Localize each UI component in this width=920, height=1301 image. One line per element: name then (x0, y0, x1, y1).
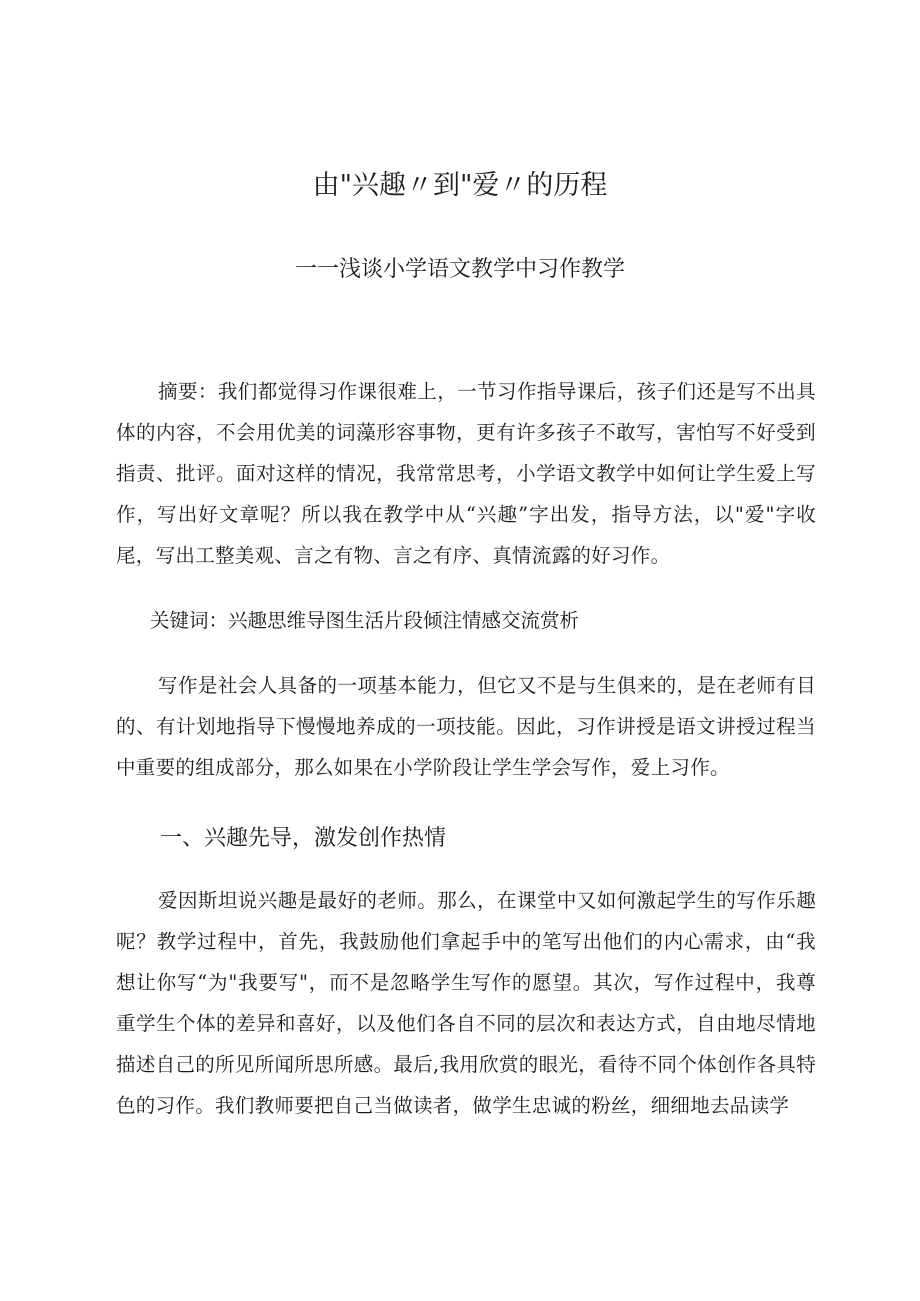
document-subtitle: 一一浅谈小学语文教学中习作教学 (294, 257, 625, 282)
section-paragraph: 爱因斯坦说兴趣是最好的老师。那么，在课堂中又如何激起学生的写作乐趣呢？教学过程中，首先，我鼓励他们拿起手中的笔写出他们的内心需求，由“我想让你写“为"我要写"，而不是忽略学生写作的愿望。其次，写作过程中，我尊重学生个体的差异和喜好，以及他们各自不同的层次和表达方式，自由地尽情地描述自己的所见所闻所思所感。最后,我用欣赏的眼光，看待不同个体创作各具特色的习作。我们教师要把自己当做读者，做学生忠诚的粉丝，细细地去品读学 (116, 889, 816, 1117)
abstract-paragraph: 摘要：我们都觉得习作课很难上，一节习作指导课后，孩子们还是写不出具体的内容，不会用优美的词藻形容事物，更有许多孩子不敢写，害怕写不好受到指责、批评。面对这样的情况，我常常思考，小学语文教学中如何让学生爱上写作，写出好文章呢？所以我在教学中从“兴趣”字出发，指导方法，以"爱"字收尾，写出工整美观、言之有物、言之有序、真情流露的好习作。 (116, 380, 816, 567)
keywords-line: 关键词：兴趣思维导图生活片段倾注情感交流赏析 (150, 609, 580, 632)
document-title: 由"兴趣〃到"爱〃的历程 (312, 170, 608, 201)
intro-paragraph: 写作是社会人具备的一项基本能力，但它又不是与生俱来的，是在老师有目的、有计划地指导下慢慢地养成的一项技能。因此，习作讲授是语文讲授过程当中重要的组成部分，那么如果在小学阶段让学生学会写作，爱上习作。 (116, 674, 816, 779)
section-heading: 一、兴趣先导，激发创作热情 (160, 826, 447, 851)
